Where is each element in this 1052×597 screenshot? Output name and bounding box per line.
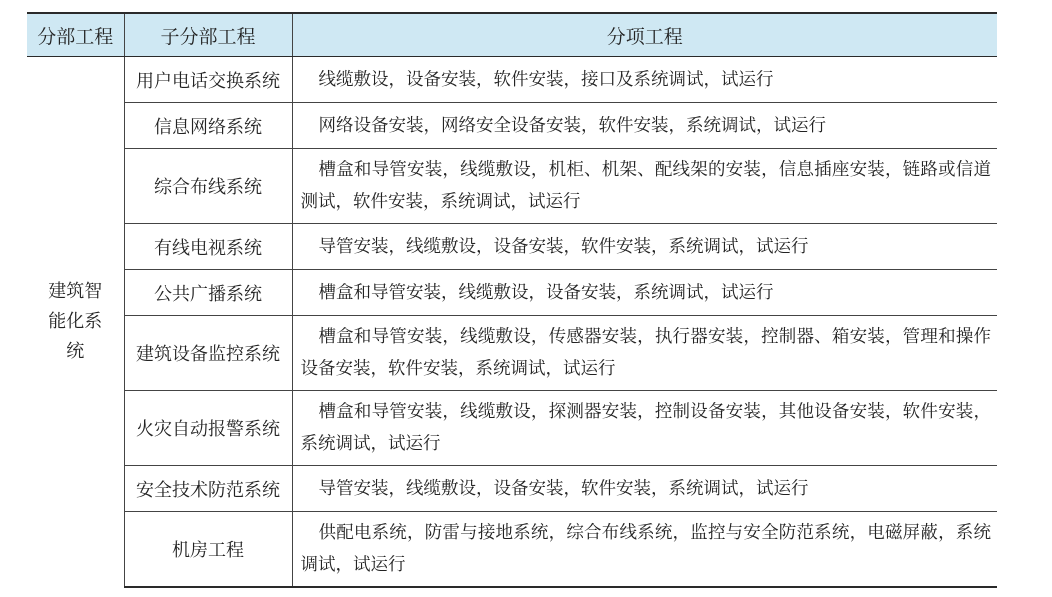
table-row bbox=[27, 103, 997, 149]
table-header-row bbox=[27, 14, 997, 57]
items-cell: 导管安装，线缆敷设，设备安装，软件安装，系统调试，试运行 bbox=[292, 466, 997, 512]
sub-division-cell: 综合布线系统 bbox=[124, 149, 292, 224]
table-row bbox=[27, 512, 997, 588]
table-row bbox=[27, 270, 997, 316]
sub-division-cell: 公共广播系统 bbox=[124, 270, 292, 316]
items-cell: 槽盒和导管安装，线缆敷设，传感器安装，执行器安装，控制器、箱安装，管理和操作设备安装，软件安装，系统调试，试运行 bbox=[292, 316, 997, 391]
engineering-division-table bbox=[27, 14, 997, 588]
table-row bbox=[27, 316, 997, 391]
sub-division-cell: 建筑设备监控系统 bbox=[124, 316, 292, 391]
items-cell: 线缆敷设，设备安装，软件安装，接口及系统调试，试运行 bbox=[292, 57, 997, 103]
table-row bbox=[27, 224, 997, 270]
sub-division-cell: 火灾自动报警系统 bbox=[124, 391, 292, 466]
division-label: 建筑智能化系统 bbox=[48, 281, 103, 362]
items-cell: 槽盒和导管安装，线缆敷设，机柜、机架、配线架的安装，信息插座安装，链路或信道测试，软件安装，系统调试，试运行 bbox=[292, 149, 997, 224]
sub-division-cell: 安全技术防范系统 bbox=[124, 466, 292, 512]
sub-division-cell: 用户电话交换系统 bbox=[124, 57, 292, 103]
table-row bbox=[27, 466, 997, 512]
items-cell: 导管安装，线缆敷设，设备安装，软件安装，系统调试，试运行 bbox=[292, 224, 997, 270]
sub-division-cell: 信息网络系统 bbox=[124, 103, 292, 149]
items-cell: 槽盒和导管安装，线缆敷设，探测器安装，控制设备安装，其他设备安装，软件安装，系统调试，试运行 bbox=[292, 391, 997, 466]
header-sub-division: 子分部工程 bbox=[124, 14, 292, 57]
items-cell: 网络设备安装，网络安全设备安装，软件安装，系统调试，试运行 bbox=[292, 103, 997, 149]
sub-division-cell: 有线电视系统 bbox=[124, 224, 292, 270]
header-division: 分部工程 bbox=[27, 14, 124, 57]
sub-division-cell: 机房工程 bbox=[124, 512, 292, 588]
table-row bbox=[27, 57, 997, 103]
table-row bbox=[27, 149, 997, 224]
header-items: 分项工程 bbox=[292, 14, 997, 57]
division-cell bbox=[27, 57, 124, 588]
items-cell: 供配电系统，防雷与接地系统，综合布线系统，监控与安全防范系统，电磁屏蔽，系统调试，试运行 bbox=[292, 512, 997, 588]
table-row bbox=[27, 391, 997, 466]
items-cell: 槽盒和导管安装，线缆敷设，设备安装，系统调试，试运行 bbox=[292, 270, 997, 316]
